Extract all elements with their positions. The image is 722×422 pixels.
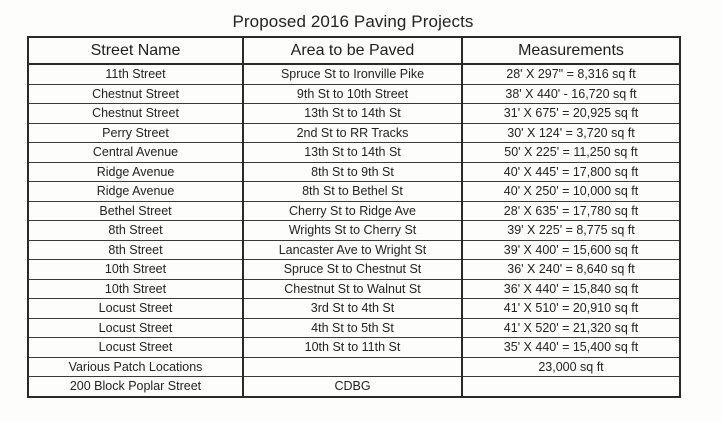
cell-area: Spruce St to Chestnut St bbox=[243, 260, 462, 280]
cell-measurement: 31' X 675' = 20,925 sq ft bbox=[462, 104, 680, 124]
cell-measurement: 36' X 240' = 8,640 sq ft bbox=[462, 260, 680, 280]
cell-street: Locust Street bbox=[28, 299, 243, 319]
table-row bbox=[28, 240, 680, 260]
cell-area: Lancaster Ave to Wright St bbox=[243, 240, 462, 260]
cell-area: 9th St to 10th Street bbox=[243, 84, 462, 104]
cell-measurement: 28' X 635' = 17,780 sq ft bbox=[462, 201, 680, 221]
cell-area: 2nd St to RR Tracks bbox=[243, 123, 462, 143]
cell-street: 200 Block Poplar Street bbox=[28, 377, 243, 397]
cell-measurement: 28' X 297" = 8,316 sq ft bbox=[462, 64, 680, 84]
table-row bbox=[28, 299, 680, 319]
cell-measurement: 23,000 sq ft bbox=[462, 357, 680, 377]
table-row bbox=[28, 338, 680, 358]
table-row bbox=[28, 260, 680, 280]
cell-measurement: 39' X 400' = 15,600 sq ft bbox=[462, 240, 680, 260]
table-row bbox=[28, 279, 680, 299]
cell-area: 3rd St to 4th St bbox=[243, 299, 462, 319]
paving-projects-table bbox=[27, 36, 681, 398]
cell-area: Spruce St to Ironville Pike bbox=[243, 64, 462, 84]
cell-measurement: 40' X 445' = 17,800 sq ft bbox=[462, 162, 680, 182]
table-row bbox=[28, 221, 680, 241]
cell-street: Perry Street bbox=[28, 123, 243, 143]
cell-street: Chestnut Street bbox=[28, 104, 243, 124]
cell-area: 13th St to 14th St bbox=[243, 104, 462, 124]
cell-street: Bethel Street bbox=[28, 201, 243, 221]
cell-area: CDBG bbox=[243, 377, 462, 397]
cell-area bbox=[243, 357, 462, 377]
table-row bbox=[28, 123, 680, 143]
table-row bbox=[28, 64, 680, 84]
cell-measurement bbox=[462, 377, 680, 397]
cell-measurement: 41' X 510' = 20,910 sq ft bbox=[462, 299, 680, 319]
table-row bbox=[28, 143, 680, 163]
header-street-name: Street Name bbox=[28, 37, 243, 64]
cell-street: 10th Street bbox=[28, 279, 243, 299]
table-row bbox=[28, 357, 680, 377]
cell-area: 13th St to 14th St bbox=[243, 143, 462, 163]
cell-area: 8th St to Bethel St bbox=[243, 182, 462, 202]
cell-street: 8th Street bbox=[28, 240, 243, 260]
header-row bbox=[28, 37, 680, 64]
cell-street: Central Avenue bbox=[28, 143, 243, 163]
cell-area: Chestnut St to Walnut St bbox=[243, 279, 462, 299]
cell-area: 8th St to 9th St bbox=[243, 162, 462, 182]
table-row bbox=[28, 182, 680, 202]
cell-measurement: 38' X 440' - 16,720 sq ft bbox=[462, 84, 680, 104]
cell-area: Cherry St to Ridge Ave bbox=[243, 201, 462, 221]
cell-area: Wrights St to Cherry St bbox=[243, 221, 462, 241]
cell-measurement: 41' X 520' = 21,320 sq ft bbox=[462, 318, 680, 338]
cell-measurement: 35' X 440' = 15,400 sq ft bbox=[462, 338, 680, 358]
table-row bbox=[28, 84, 680, 104]
header-area-to-be-paved: Area to be Paved bbox=[243, 37, 462, 64]
table-row bbox=[28, 201, 680, 221]
cell-street: 11th Street bbox=[28, 64, 243, 84]
cell-street: Locust Street bbox=[28, 318, 243, 338]
table-row bbox=[28, 162, 680, 182]
cell-street: Ridge Avenue bbox=[28, 182, 243, 202]
cell-measurement: 39' X 225' = 8,775 sq ft bbox=[462, 221, 680, 241]
cell-measurement: 40' X 250' = 10,000 sq ft bbox=[462, 182, 680, 202]
cell-area: 4th St to 5th St bbox=[243, 318, 462, 338]
cell-street: Ridge Avenue bbox=[28, 162, 243, 182]
cell-area: 10th St to 11th St bbox=[243, 338, 462, 358]
cell-measurement: 50' X 225' = 11,250 sq ft bbox=[462, 143, 680, 163]
cell-measurement: 36' X 440' = 15,840 sq ft bbox=[462, 279, 680, 299]
cell-street: 8th Street bbox=[28, 221, 243, 241]
document-title: Proposed 2016 Paving Projects bbox=[232, 12, 474, 31]
header-measurements: Measurements bbox=[462, 37, 680, 64]
table-row bbox=[28, 104, 680, 124]
table-row bbox=[28, 377, 680, 397]
cell-street: Locust Street bbox=[28, 338, 243, 358]
cell-measurement: 30' X 124' = 3,720 sq ft bbox=[462, 123, 680, 143]
cell-street: Various Patch Locations bbox=[28, 357, 243, 377]
table-row bbox=[28, 318, 680, 338]
cell-street: Chestnut Street bbox=[28, 84, 243, 104]
cell-street: 10th Street bbox=[28, 260, 243, 280]
